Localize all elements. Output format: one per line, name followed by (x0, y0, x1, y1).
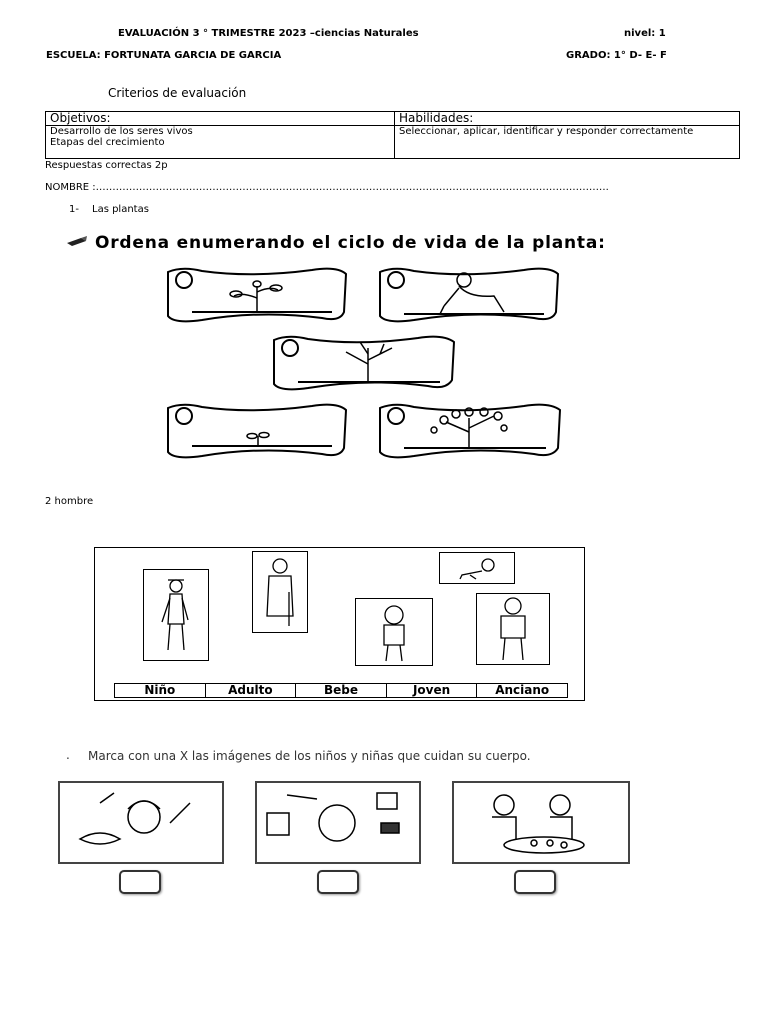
plant-card-sprout (162, 402, 350, 460)
answer-circle (388, 272, 404, 288)
care-image-1 (58, 781, 224, 864)
section2-label: 2 hombre (45, 496, 94, 507)
criteria-title: Criterios de evaluación (108, 86, 247, 100)
stage-label: Niño (115, 684, 206, 697)
level-label: nivel: 1 (624, 28, 666, 39)
skills-cell (395, 126, 740, 159)
answer-circle (176, 408, 192, 424)
answer-circle (176, 272, 192, 288)
skill-item: Seleccionar, aplicar, identificar y responder correctamente (399, 126, 694, 137)
adult-image (143, 569, 209, 661)
pencil-icon (66, 234, 88, 253)
section1-label: Las plantas (92, 204, 149, 215)
plant-card-growing (162, 266, 350, 324)
young-man-image (476, 593, 550, 665)
objectives-cell (46, 126, 395, 159)
plant-card-planting (374, 266, 562, 324)
objective-item: Desarrollo de los seres vivos (50, 126, 193, 137)
name-field[interactable]: NOMBRE :………………………………………………………………………………………………………………………………………. (45, 182, 609, 193)
care-checkbox-3[interactable] (514, 870, 556, 894)
school-label: ESCUELA: FORTUNATA GARCIA DE GARCIA (46, 50, 282, 61)
care-checkbox-2[interactable] (317, 870, 359, 894)
section3-instruction: Marca con una X las imágenes de los niños y niñas que cuidan su cuerpo. (88, 749, 531, 763)
stage-label: Joven (387, 684, 478, 697)
section1-instruction: Ordena enumerando el ciclo de vida de la planta: (95, 233, 606, 253)
correct-answers: Respuestas correctas 2p (45, 160, 168, 171)
care-image-2 (255, 781, 421, 864)
plant-card-flowering (374, 402, 564, 460)
bullet-dot: . (66, 748, 70, 762)
care-image-3 (452, 781, 630, 864)
life-stages-labels (114, 683, 568, 698)
stage-label: Adulto (206, 684, 297, 697)
stage-label: Bebe (296, 684, 387, 697)
child-image (355, 598, 433, 666)
elderly-woman-image (252, 551, 308, 633)
grade-label: GRADO: 1° D- E- F (566, 50, 667, 61)
objectives-header: Objetivos: (46, 112, 395, 126)
care-checkbox-1[interactable] (119, 870, 161, 894)
answer-circle (388, 408, 404, 424)
answer-circle (282, 340, 298, 356)
section1-number: 1- (69, 204, 79, 215)
exam-title: EVALUACIÓN 3 ° TRIMESTRE 2023 –ciencias Naturales (118, 28, 419, 39)
plant-card-dry-tree (268, 334, 458, 392)
objective-item: Etapas del crecimiento (50, 137, 165, 148)
skills-header: Habilidades: (395, 112, 740, 126)
criteria-table (45, 111, 740, 159)
stage-label: Anciano (495, 683, 550, 697)
baby-image (439, 552, 515, 584)
